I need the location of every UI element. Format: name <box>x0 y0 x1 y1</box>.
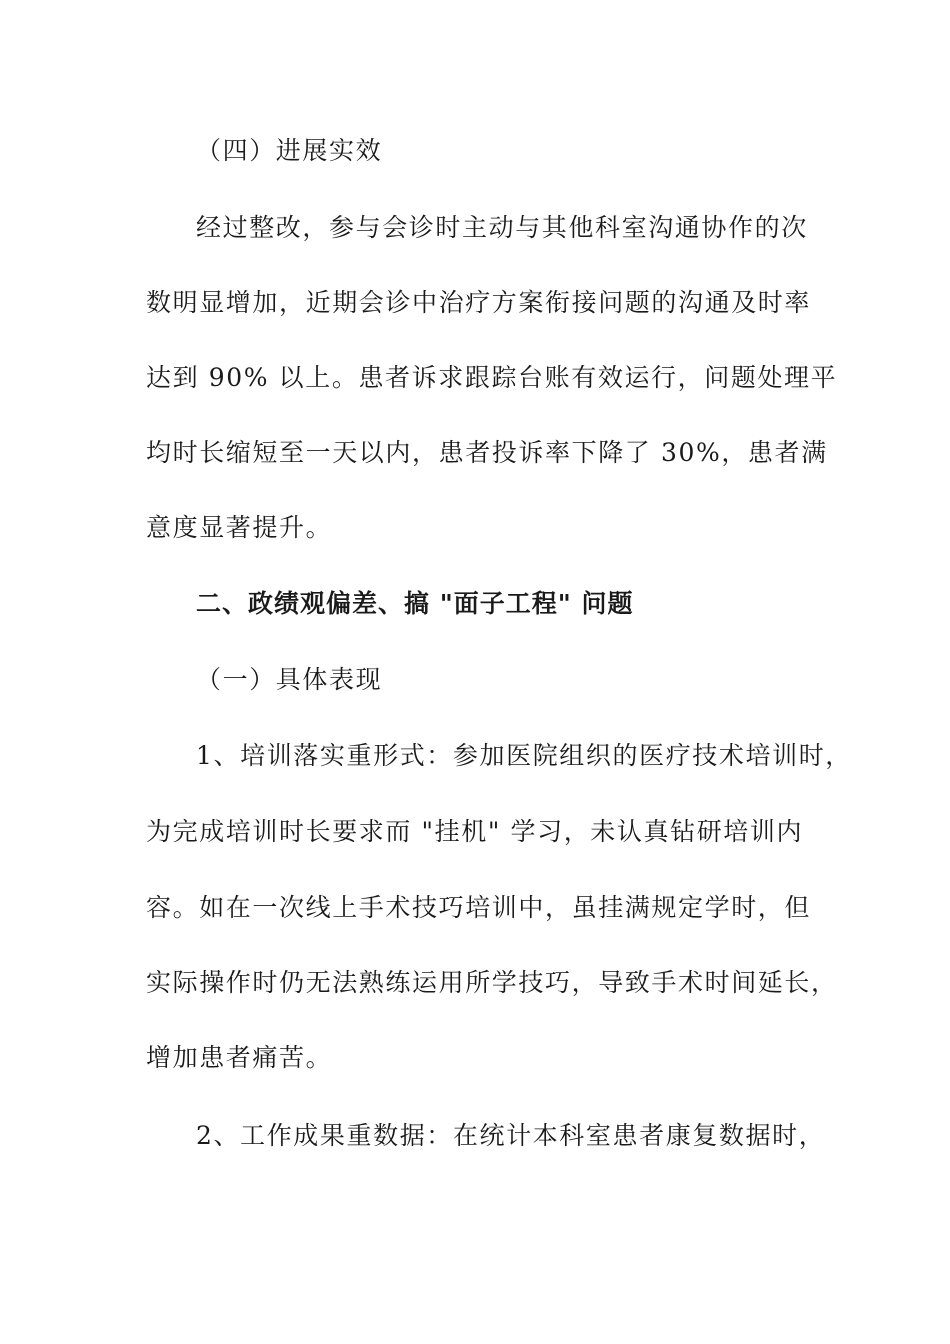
subsection-heading: （一）具体表现 <box>196 665 383 694</box>
paragraph-line: 为完成培训时长要求而 "挂机" 学习，未认真钻研培训内 <box>146 817 804 846</box>
part-heading: 二、政绩观偏差、搞 "面子工程" 问题 <box>196 589 634 618</box>
paragraph-line: 达到 90% 以上。患者诉求跟踪台账有效运行，问题处理平 <box>146 363 838 392</box>
paragraph-line: 意度显著提升。 <box>146 513 333 542</box>
paragraph-line: 2、工作成果重数据：在统计本科室患者康复数据时， <box>196 1121 826 1150</box>
paragraph-line: 均时长缩短至一天以内，患者投诉率下降了 30%，患者满 <box>146 438 828 467</box>
paragraph-line: 数明显增加，近期会诊中治疗方案衔接问题的沟通及时率 <box>146 288 812 317</box>
paragraph-line: 容。如在一次线上手术技巧培训中，虽挂满规定学时，但 <box>146 893 812 922</box>
paragraph-line: 经过整改，参与会诊时主动与其他科室沟通协作的次 <box>196 213 808 242</box>
paragraph-line: 1、培训落实重形式：参加医院组织的医疗技术培训时， <box>196 741 852 770</box>
paragraph-line: 增加患者痛苦。 <box>146 1043 333 1072</box>
paragraph-line: 实际操作时仍无法熟练运用所学技巧，导致手术时间延长， <box>146 968 838 997</box>
section-heading-progress: （四）进展实效 <box>196 136 383 165</box>
